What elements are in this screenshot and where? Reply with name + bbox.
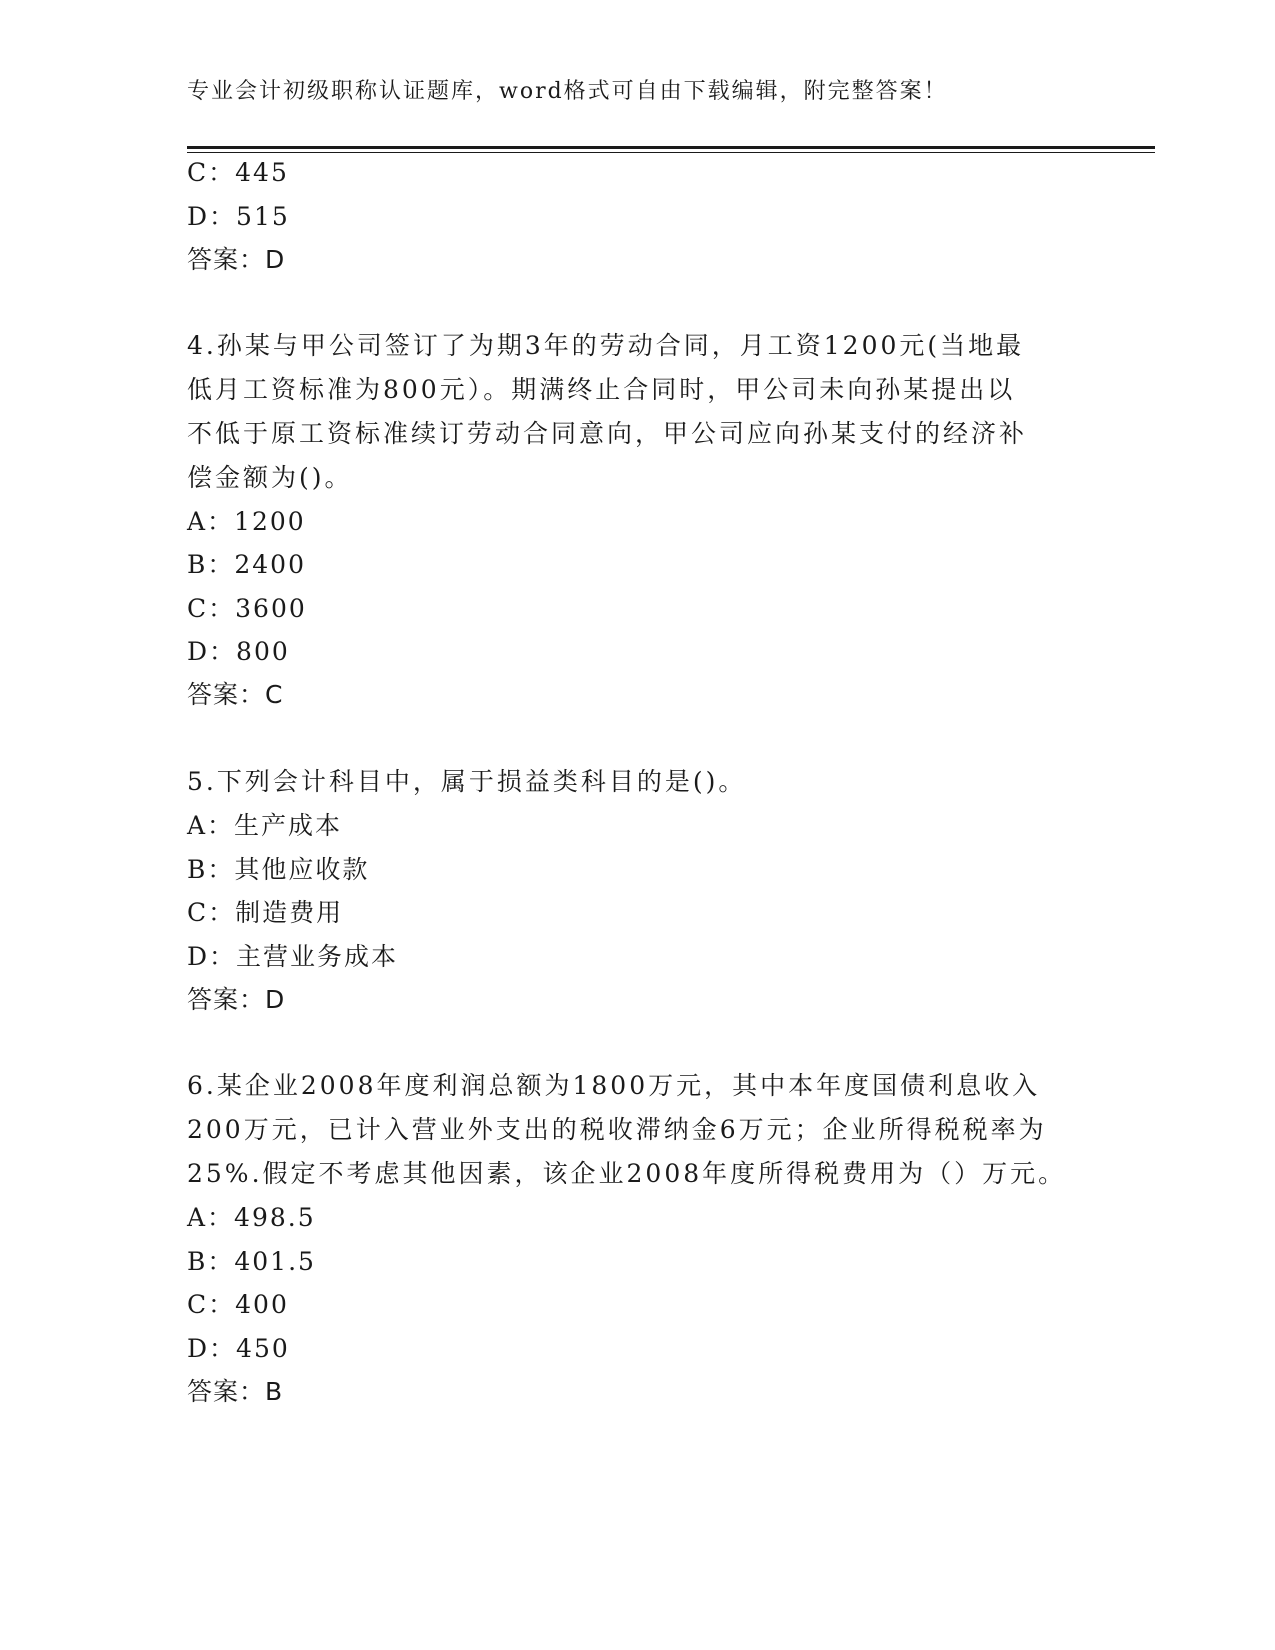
page-header: 专业会计初级职称认证题库，word格式可自由下载编辑，附完整答案！: [187, 79, 948, 104]
question-4-line-4: 偿金额为()。: [187, 463, 353, 492]
question-6-option-a: A：498.5: [187, 1203, 316, 1232]
question-6-line-2: 200万元，已计入营业外支出的税收滞纳金6万元；企业所得税税率为: [187, 1115, 1047, 1144]
question-6-option-b: B：401.5: [187, 1247, 316, 1276]
question-4-line-1: 4.孙某与甲公司签订了为期3年的劳动合同，月工资1200元(当地最: [187, 331, 1025, 360]
question-5-option-d: D：主营业务成本: [187, 942, 399, 971]
option-c: C：445: [187, 158, 289, 187]
question-5-option-a: A：生产成本: [187, 811, 343, 840]
question-5-option-b: B：其他应收款: [187, 855, 370, 884]
question-4-answer: 答案：C: [187, 680, 284, 709]
question-5-option-c: C：制造费用: [187, 898, 344, 927]
question-4-option-c: C：3600: [187, 594, 307, 623]
question-6-line-1: 6.某企业2008年度利润总额为1800万元，其中本年度国债利息收入: [187, 1071, 1041, 1100]
question-4-option-b: B：2400: [187, 550, 306, 579]
question-4-option-d: D：800: [187, 637, 290, 666]
header-divider-thin: [187, 152, 1155, 153]
question-5-answer: 答案：D: [187, 985, 286, 1014]
question-6-option-c: C：400: [187, 1290, 289, 1319]
question-4-line-3: 不低于原工资标准续订劳动合同意向，甲公司应向孙某支付的经济补: [187, 419, 1028, 448]
question-6-option-d: D：450: [187, 1334, 290, 1363]
question-6-line-3: 25%.假定不考虑其他因素，该企业2008年度所得税费用为（）万元。: [187, 1159, 1067, 1188]
question-4-option-a: A：1200: [187, 507, 306, 536]
question-6-answer: 答案：B: [187, 1377, 284, 1406]
question-4-line-2: 低月工资标准为800元）。期满终止合同时，甲公司未向孙某提出以: [187, 375, 1016, 404]
question-5-line-1: 5.下列会计科目中，属于损益类科目的是()。: [187, 767, 747, 796]
answer-line: 答案：D: [187, 245, 286, 274]
option-d: D：515: [187, 202, 290, 231]
header-divider-thick: [187, 146, 1155, 149]
